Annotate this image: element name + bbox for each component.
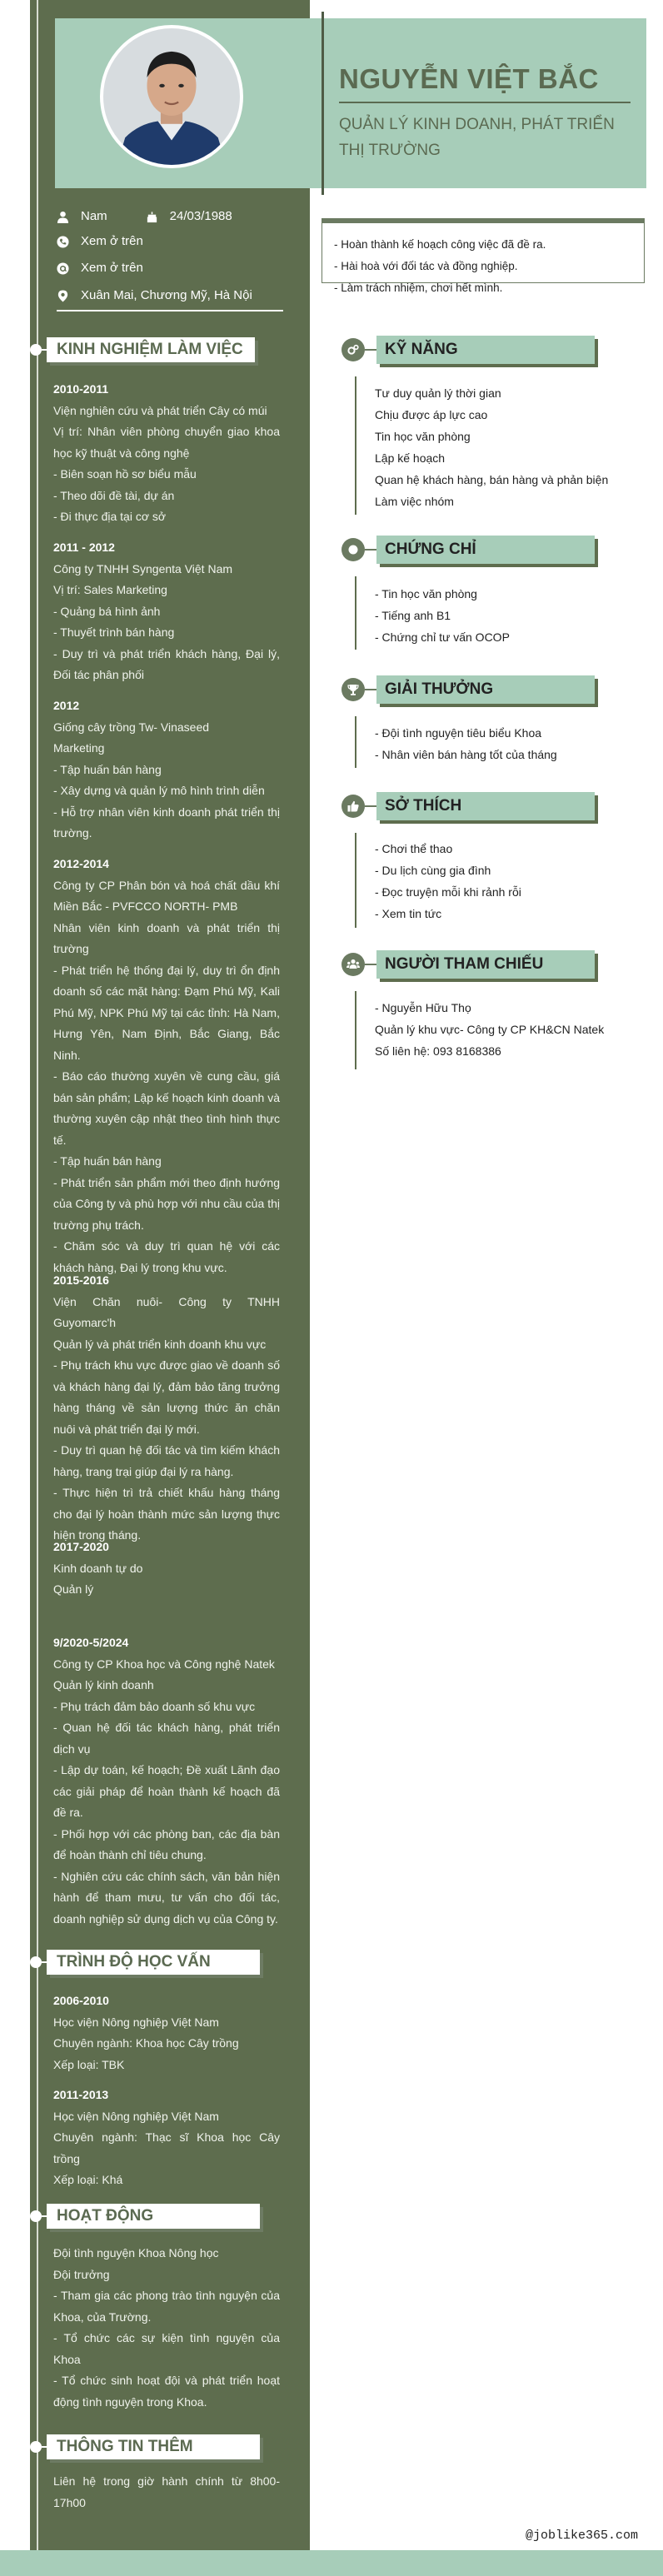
skill-item: Tin học văn phòng bbox=[375, 430, 471, 443]
activities-content bbox=[53, 2243, 280, 2413]
education-line: Xếp loại: Khá bbox=[53, 2173, 123, 2186]
job-1 bbox=[53, 379, 280, 528]
education-2 bbox=[53, 2085, 280, 2191]
job-line: Quản lý và phát triển kinh doanh khu vực bbox=[53, 1337, 267, 1351]
job-period: 9/2020-5/2024 bbox=[53, 1636, 129, 1649]
hobby-item: - Đọc truyện mỗi khi rảnh rỗi bbox=[375, 885, 521, 899]
activity-line: - Tổ chức các sự kiện tình nguyện của Khoa bbox=[53, 2331, 280, 2366]
section-title-activities: HOẠT ĐỘNG bbox=[47, 2204, 260, 2229]
job-line: - Xây dựng và quản lý mô hình trình diễn bbox=[53, 784, 265, 797]
job-line: - Phụ trách khu vực được giao về doanh số và khách hàng đại lý, đảm bảo tăng trưởng hàng tháng về sản lượng thức ăn chăn nuôi và phát triển đại lý mới. bbox=[53, 1358, 280, 1436]
award-item: - Nhân viên bán hàng tốt của tháng bbox=[375, 748, 557, 761]
awards-stem bbox=[365, 689, 376, 690]
references-section-icon bbox=[341, 953, 365, 976]
hobbies-list bbox=[375, 838, 625, 924]
hobbies-vline bbox=[355, 833, 356, 928]
job-line: - Hỗ trợ nhân viên kinh doanh phát triển thị trường. bbox=[53, 805, 280, 840]
job-period: 2011 - 2012 bbox=[53, 541, 115, 554]
email-icon bbox=[57, 262, 69, 275]
certificates-vline bbox=[355, 576, 356, 650]
references-stem bbox=[365, 964, 376, 965]
job-line: Viện Chăn nuôi- Công ty TNHH Guyomarc'h bbox=[53, 1294, 280, 1329]
job-period: 2010-2011 bbox=[53, 382, 109, 396]
section-title-certificates: CHỨNG CHỈ bbox=[376, 536, 595, 564]
skill-item: Lập kế hoạch bbox=[375, 451, 446, 465]
contact-item-1 bbox=[57, 232, 143, 251]
gender-value: Nam bbox=[81, 209, 107, 223]
job-line: - Biên soạn hồ sơ biểu mẫu bbox=[53, 467, 197, 481]
gears-icon bbox=[346, 343, 360, 356]
certificate-item: - Chứng chỉ tư vấn OCOP bbox=[375, 630, 510, 644]
candidate-name: NGUYỄN VIỆT BẮC bbox=[339, 63, 599, 94]
certificate-item: - Tin học văn phòng bbox=[375, 587, 477, 600]
job-line: - Tập huấn bán hàng bbox=[53, 1154, 162, 1168]
awards-list bbox=[375, 722, 625, 765]
job-line: - Phát triển sản phẩm mới theo định hướng của Công ty và phù hợp với nhu cầu của thị trường phụ trách. bbox=[53, 1175, 280, 1232]
contact-value-2: Xem ở trên bbox=[81, 261, 143, 275]
job-line: Marketing bbox=[53, 741, 105, 755]
job-line: - Quảng bá hình ảnh bbox=[53, 604, 161, 618]
education-line: Xếp loại: TBK bbox=[53, 2057, 125, 2071]
certificate-item: - Tiếng anh B1 bbox=[375, 609, 451, 622]
awards-section-icon bbox=[341, 678, 365, 701]
education-line: Chuyên ngành: Khoa học Cây trồng bbox=[53, 2036, 239, 2050]
job-line: Kinh doanh tự do bbox=[53, 1561, 143, 1575]
references-list bbox=[375, 997, 625, 1062]
contact-value-1: Xem ở trên bbox=[81, 234, 143, 248]
education-line: Học viện Nông nghiệp Việt Nam bbox=[53, 2109, 219, 2123]
thumbs-up-icon bbox=[346, 800, 360, 813]
job-line: Nhân viên kinh doanh và phát triển thị trường bbox=[53, 920, 280, 955]
more-info-line: Liên hệ trong giờ hành chính từ 8h00-17h00 bbox=[53, 2474, 280, 2509]
job-line: - Phối hợp với các phòng ban, các địa bàn để hoàn thành chỉ tiêu chung. bbox=[53, 1826, 280, 1861]
timeline-line bbox=[37, 0, 38, 2576]
skills-stem bbox=[365, 349, 376, 351]
job-line: Quản lý kinh doanh bbox=[53, 1678, 154, 1692]
education-period: 2006-2010 bbox=[53, 1994, 109, 2007]
skill-item: Quan hệ khách hàng, bán hàng và phản biện bbox=[375, 473, 609, 486]
job-line: Vị trí: Sales Marketing bbox=[53, 583, 167, 596]
skills-list bbox=[375, 382, 625, 512]
job-line: Công ty TNHH Syngenta Việt Nam bbox=[53, 561, 233, 575]
job-line: - Thuyết trình bán hàng bbox=[53, 625, 175, 639]
activity-line: - Tham gia các phong trào tình nguyện của Khoa, của Trường. bbox=[53, 2289, 280, 2324]
summary-box bbox=[322, 218, 645, 294]
job-line: - Duy trì và phát triển khách hàng, Đại lý, Đối tác phân phối bbox=[53, 646, 280, 681]
job-line: - Tập huấn bán hàng bbox=[53, 762, 162, 776]
job-5 bbox=[53, 1270, 280, 1547]
skill-item: Tư duy quản lý thời gian bbox=[375, 386, 501, 400]
job-line: Quản lý bbox=[53, 1582, 94, 1596]
references-vline bbox=[355, 991, 356, 1069]
education-period: 2011-2013 bbox=[53, 2088, 109, 2101]
timeline-dot-activities bbox=[30, 2210, 42, 2222]
job-line: - Theo dõi đề tài, dự án bbox=[53, 488, 175, 502]
job-line: - Báo cáo thường xuyên về cung cầu, giá bán sản phẩm; Lập kế hoạch kinh doanh và thường xuyên cập nhật theo tình hình thực tế. bbox=[53, 1069, 280, 1147]
avatar-portrait bbox=[103, 28, 240, 165]
job-line: Công ty CP Khoa học và Công nghệ Natek bbox=[53, 1657, 275, 1671]
job-line: Viện nghiên cứu và phát triển Cây có múi bbox=[53, 403, 267, 417]
job-line: - Chăm sóc và duy trì quan hệ với các khách hàng, Đại lý trong khu vực. bbox=[53, 1239, 280, 1274]
certificates-section-icon bbox=[341, 538, 365, 561]
contact-item-2 bbox=[57, 259, 143, 277]
job-4 bbox=[53, 854, 280, 1278]
avatar bbox=[100, 25, 243, 168]
certificates-stem bbox=[365, 549, 376, 551]
certificate-icon bbox=[346, 543, 360, 556]
timeline-dot-more-info bbox=[30, 2441, 42, 2453]
job-line: - Nghiên cứu các chính sách, văn bản hiện hành để tham mưu, tư vấn cho đối tác, doanh nghiệp sử dụng dịch vụ của Công ty. bbox=[53, 1869, 280, 1926]
reference-item: - Nguyễn Hữu Thọ bbox=[375, 1001, 471, 1014]
education-line: Chuyên ngành: Thạc sĩ Khoa học Cây trồng bbox=[53, 2130, 280, 2165]
hobby-item: - Chơi thể thao bbox=[375, 842, 453, 855]
reference-item: Quản lý khu vực- Công ty CP KH&CN Natek bbox=[375, 1023, 605, 1036]
hobbies-stem bbox=[365, 805, 376, 807]
award-item: - Đội tình nguyện tiêu biểu Khoa bbox=[375, 726, 542, 740]
section-title-references: NGƯỜI THAM CHIẾU bbox=[376, 950, 595, 979]
activity-line: Đội trưởng bbox=[53, 2267, 110, 2281]
job-2 bbox=[53, 537, 280, 686]
job-6 bbox=[53, 1537, 280, 1601]
activity-line: Đội tình nguyện Khoa Nông học bbox=[53, 2246, 219, 2260]
hobbies-section-icon bbox=[341, 795, 365, 818]
job-3 bbox=[53, 695, 280, 845]
name-underline bbox=[339, 102, 631, 103]
watermark: @joblike365.com bbox=[525, 2529, 638, 2543]
job-period: 2015-2016 bbox=[53, 1273, 109, 1287]
job-period: 2012 bbox=[53, 699, 80, 712]
skill-item: Làm việc nhóm bbox=[375, 495, 454, 508]
timeline-dot-education bbox=[30, 1956, 42, 1968]
candidate-title: QUẢN LÝ KINH DOANH, PHÁT TRIỂN THỊ TRƯỜNG bbox=[339, 116, 615, 159]
summary-line: - Làm trách nhiệm, chơi hết mình. bbox=[334, 282, 503, 294]
people-icon bbox=[346, 958, 360, 971]
birthday-cake-icon bbox=[146, 211, 158, 223]
job-7 bbox=[53, 1632, 280, 1930]
hobby-item: - Xem tin tức bbox=[375, 907, 442, 920]
section-title-skills: KỸ NĂNG bbox=[376, 336, 595, 364]
header-divider bbox=[322, 12, 324, 195]
hobby-item: - Du lịch cùng gia đình bbox=[375, 864, 491, 877]
skills-vline bbox=[355, 376, 356, 515]
education-line: Học viện Nông nghiệp Việt Nam bbox=[53, 2015, 219, 2029]
location-pin-icon bbox=[57, 290, 69, 302]
awards-vline bbox=[355, 716, 356, 768]
education-1 bbox=[53, 1991, 280, 2075]
certificates-list bbox=[375, 583, 625, 648]
section-title-more-info: THÔNG TIN THÊM bbox=[47, 2434, 260, 2459]
timeline-dot-experience bbox=[30, 344, 42, 356]
job-line: Công ty CP Phân bón và hoá chất dầu khí Miền Bắc - PVFCCO NORTH- PMB bbox=[53, 878, 280, 913]
section-title-awards: GIẢI THƯỞNG bbox=[376, 675, 595, 704]
skill-item: Chịu được áp lực cao bbox=[375, 408, 488, 421]
section-title-hobbies: SỞ THÍCH bbox=[376, 792, 595, 820]
reference-item: Số liên hệ: 093 8168386 bbox=[375, 1044, 501, 1058]
contact-gender-birthday bbox=[57, 207, 232, 226]
person-icon bbox=[57, 211, 69, 223]
job-period: 2012-2014 bbox=[53, 857, 109, 870]
job-period: 2017-2020 bbox=[53, 1540, 109, 1553]
section-title-education: TRÌNH ĐỘ HỌC VẤN bbox=[47, 1950, 260, 1975]
contact-separator bbox=[57, 310, 283, 311]
job-line: - Đi thực địa tại cơ sở bbox=[53, 510, 167, 523]
more-info-content bbox=[53, 2471, 280, 2514]
job-line: - Phát triển hệ thống đại lý, duy trì ổn định doanh số các mặt hàng: Đạm Phú Mỹ, Kali Phú Mỹ, NPK Phú Mỹ tại các tỉnh: Hà Nam, Hưng Yên, Nam Định, Bắc Giang, Bắc Ninh. bbox=[53, 963, 280, 1062]
phone-icon bbox=[57, 236, 69, 248]
birthday-value: 24/03/1988 bbox=[169, 209, 232, 223]
address-value: Xuân Mai, Chương Mỹ, Hà Nội bbox=[81, 288, 252, 302]
summary-line: - Hoàn thành kế hoạch công việc đã đề ra. bbox=[334, 238, 546, 251]
section-title-experience: KINH NGHIỆM LÀM VIỆC bbox=[47, 337, 255, 362]
job-line: - Duy trì quan hệ đối tác và tìm kiếm khách hàng, trang trại giúp đại lý ra hàng. bbox=[53, 1443, 280, 1478]
skills-section-icon bbox=[341, 338, 365, 361]
contact-address bbox=[57, 286, 252, 305]
job-line: Giống cây trồng Tw- Vinaseed bbox=[53, 720, 210, 734]
job-line: - Thực hiện trì trả chiết khấu hàng tháng cho đại lý hoàn thành mức sản lượng thực hiện trong tháng. bbox=[53, 1486, 280, 1542]
job-line: - Quan hệ đối tác khách hàng, phát triển dịch vụ bbox=[53, 1721, 280, 1756]
summary-line: - Hài hoà với đối tác và đồng nghiệp. bbox=[334, 260, 518, 272]
job-line: Vị trí: Nhân viên phòng chuyển giao khoa học kỹ thuật và công nghệ bbox=[53, 425, 280, 460]
trophy-icon bbox=[346, 683, 360, 696]
job-line: - Phụ trách đảm bảo doanh số khu vực bbox=[53, 1699, 256, 1713]
job-line: - Lập dự toán, kế hoạch; Đề xuất Lãnh đạo các giải pháp để hoàn thành kế hoạch đã đề ra. bbox=[53, 1763, 280, 1819]
footer-band bbox=[0, 2550, 663, 2576]
activity-line: - Tổ chức sinh hoạt đội và phát triển hoạt động tình nguyện trong Khoa. bbox=[53, 2374, 280, 2409]
